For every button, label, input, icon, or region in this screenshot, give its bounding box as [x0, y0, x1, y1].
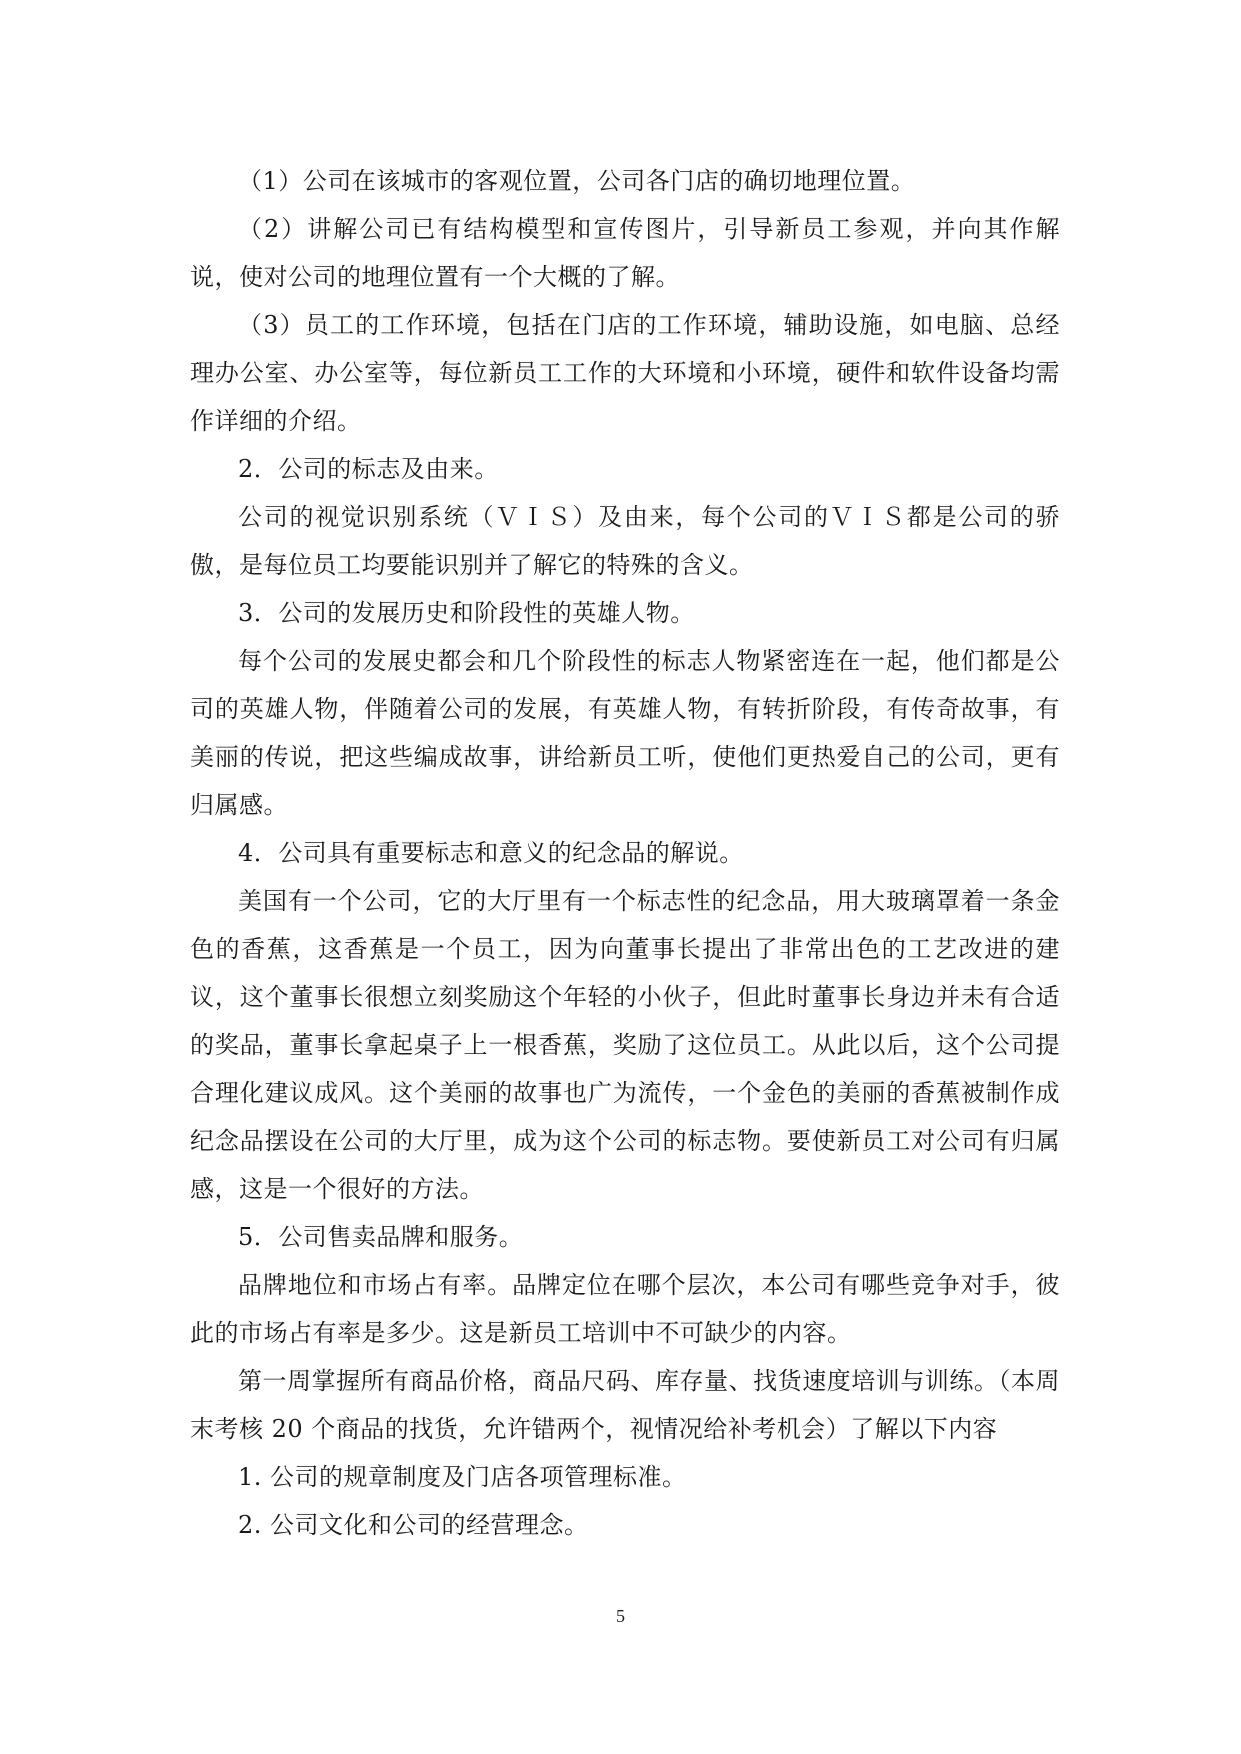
- section-heading-souvenir: 4．公司具有重要标志和意义的纪念品的解说。: [238, 839, 744, 867]
- paragraph-first-week: 第一周掌握所有商品价格，商品尺码、库存量、找货速度培训与训练。（本周末考核 20 个商品的找货，允许错两个，视情况给补考机会）了解以下内容: [190, 1367, 1060, 1443]
- paragraph-model-tour: （2）讲解公司已有结构模型和宣传图片，引导新员工参观，并向其作解说，使对公司的地理位置有一个大概的了解。: [190, 215, 1060, 291]
- paragraph-market-share: 品牌地位和市场占有率。品牌定位在哪个层次，本公司有哪些竞争对手，彼此的市场占有率是多少。这是新员工培训中不可缺少的内容。: [190, 1271, 1060, 1347]
- paragraph-work-environment: （3）员工的工作环境，包括在门店的工作环境，辅助设施，如电脑、总经理办公室、办公室等，每位新员工工作的大环境和小环境，硬件和软件设备均需作详细的介绍。: [190, 311, 1060, 435]
- page-number: 5: [616, 1606, 625, 1626]
- paragraph-banana-story: 美国有一个公司，它的大厅里有一个标志性的纪念品，用大玻璃罩着一条金色的香蕉，这香蕉是一个员工，因为向董事长提出了非常出色的工艺改进的建议，这个董事长很想立刻奖励这个年轻的小伙子，但此时董事长身边并未有合适的奖品，董事长拿起桌子上一根香蕉，奖励了这位员工。从此以后，这个公司提合理化建议成风。这个美丽的故事也广为流传，一个金色的美丽的香蕉被制作成纪念品摆设在公司的大厅里，成为这个公司的标志物。要使新员工对公司有归属感，这是一个很好的方法。: [190, 887, 1060, 1203]
- paragraph-location: （1）公司在该城市的客观位置，公司各门店的确切地理位置。: [238, 167, 916, 195]
- paragraph-vis: 公司的视觉识别系统（ＶＩＳ）及由来，每个公司的ＶＩＳ都是公司的骄傲，是每位员工均要能识别并了解它的特殊的含义。: [190, 503, 1060, 579]
- section-heading-brand: 5．公司售卖品牌和服务。: [238, 1223, 524, 1251]
- list-item-rules: 1. 公司的规章制度及门店各项管理标准。: [238, 1463, 687, 1491]
- section-heading-history: 3．公司的发展历史和阶段性的英雄人物。: [238, 599, 695, 627]
- document-body: [190, 157, 1060, 1549]
- paragraph-heroes: 每个公司的发展史都会和几个阶段性的标志人物紧密连在一起，他们都是公司的英雄人物，伴随着公司的发展，有英雄人物，有转折阶段，有传奇故事，有美丽的传说，把这些编成故事，讲给新员工听，使他们更热爱自己的公司，更有归属感。: [190, 647, 1060, 819]
- list-item-culture: 2. 公司文化和公司的经营理念。: [238, 1511, 589, 1539]
- section-heading-logo: 2．公司的标志及由来。: [238, 455, 499, 483]
